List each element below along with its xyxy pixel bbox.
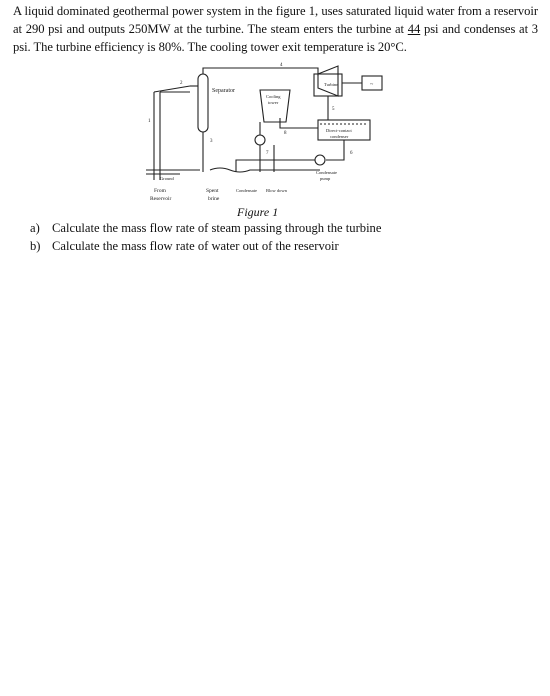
question-list (30, 219, 381, 255)
label-cooling-tower-1: Cooling (266, 94, 281, 99)
question-item (30, 237, 381, 255)
question-item (30, 219, 381, 237)
label-direct-contact-2: condenser (330, 134, 349, 139)
node-7: 7 (266, 151, 269, 156)
problem-text-1: A liquid dominated geothermal power system in the figure 1, uses saturated liquid water from a reservoir at 290 psi and outputs 250MW at the turbine. The steam enters the turbine at (13, 4, 538, 36)
node-6: 6 (350, 151, 353, 156)
turbine-shape (318, 66, 338, 96)
tower-pump (255, 135, 265, 145)
label-spent-2: brine (208, 196, 220, 202)
geothermal-system-figure (140, 62, 410, 207)
node-8: 8 (284, 131, 287, 136)
problem-text-2: psi and condenses at 3 psi. The turbine efficiency is 80%. The cooling tower exit temperature is 20°C. (13, 22, 538, 54)
label-condensate-2: pump (320, 176, 331, 181)
separator-vessel (198, 74, 208, 132)
question-text: Calculate the mass flow rate of steam passing through the turbine (52, 221, 382, 235)
label-spent-1: Spent (206, 188, 219, 194)
label-separator: Separator (212, 88, 235, 94)
label-from-1: From (154, 188, 166, 194)
problem-statement (13, 2, 538, 56)
condenser-outlet (326, 140, 344, 160)
question-letter: b) (30, 239, 41, 253)
steam-line (203, 68, 318, 76)
label-turbine: Turbine (324, 82, 339, 87)
question-letter: a) (30, 221, 40, 235)
node-4: 4 (280, 63, 283, 68)
schematic-diagram (140, 62, 410, 202)
label-generator: ~ (370, 82, 374, 88)
condensate-pump (315, 155, 325, 165)
label-blowdown: Blow down (266, 188, 287, 193)
tower-to-condenser (280, 118, 318, 128)
label-cooling-tower-2: tower (268, 100, 279, 105)
figure-caption: Figure 1 (237, 205, 279, 219)
label-condensate-1: Condensate (316, 170, 337, 175)
node-5: 5 (332, 107, 335, 112)
label-direct-contact-1: Direct-contact (326, 128, 352, 133)
label-condensate-bottom: Condensate (236, 188, 257, 193)
node-2: 2 (180, 81, 183, 86)
ground-line (146, 168, 320, 172)
turbine-inlet-pressure: 44 (407, 22, 421, 36)
node-1: 1 (148, 119, 151, 124)
node-3: 3 (210, 139, 213, 144)
well-top-pipe (154, 86, 190, 92)
label-from-2: Reservoir (150, 196, 172, 202)
question-text: Calculate the mass flow rate of water out of the reservoir (52, 239, 339, 253)
label-ground: Ground (160, 176, 174, 181)
